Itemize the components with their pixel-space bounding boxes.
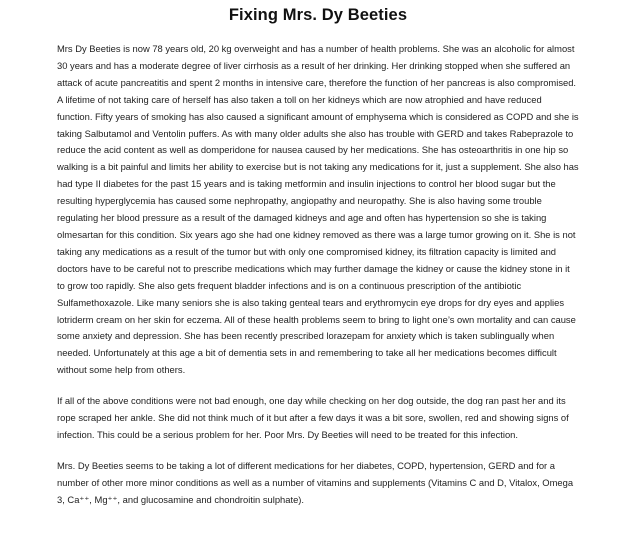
document-title: Fixing Mrs. Dy Beeties [228, 6, 408, 24]
document-body [57, 41, 579, 509]
paragraph-ankle-infection: If all of the above conditions were not bad enough, one day while checking on her dog outside, the dog ran past her and its rope scraped her ankle. She did not think much of it but after a few days it was a bit sore, swollen, red and showing signs of infection. This could be a serious problem for her. Poor Mrs. Dy Beeties will need to be treated for this infection. [57, 395, 569, 440]
paragraph-medications-summary: Mrs. Dy Beeties seems to be taking a lot of different medications for her diabetes, COPD, hypertension, GERD and for a number of other more minor conditions as well as a number of vitamins and supplements (Vitamins C and D, Vitalox, Omega 3, Ca⁺⁺, Mg⁺⁺, and glucosamine and chondroitin sulphate). [57, 459, 574, 505]
paragraph-patient-history: Mrs Dy Beeties is now 78 years old, 20 kg overweight and has a number of health problems. She was an alcoholic for almost 30 years and has a moderate degree of liver cirrhosis as a result of her drinking. Her drinking stopped when she suffered an attack of acute pancreatitis and spent 2 months in intensive care, therefore the function of her pancreas is also compromised. A lifetime of not taking care of herself has also taken a toll on her kidneys which are now atrophied and have reduced function. Fifty years of smoking has also caused a significant amount of emphysema which is considered as COPD and she is taking Salbutamol and Ventolin puffers. As with many older adults she also has trouble with GERD and takes Rabeprazole to reduce the acid content as well as domperidone for nausea caused by her medications. She has osteoarthritis in one hip so walking is a bit painful and limits her ability to exercise but is not taking any medications for it, just a supplement. She also has had type II diabetes for the past 15 years and is taking metformin and insulin injections to control her blood sugar but the resulting hyperglycemia has caused some nephropathy, angiopathy and neuropathy. She is also having some trouble regulating her blood pressure as a result of the damaged kidneys and age and often has hypertension so she is taking olmesartan for this condition. Six years ago she had one kidney removed as there was a large tumor growing on it. She is not taking any medications as a result of the tumor but with only one compromised kidney, its filtration capacity is limited and doctors have to be careful not to prescribe medications which may further damage the kidney or cause the kidney stone in it to grow too rapidly. She also gets frequent bladder infections and is on a continuous prescription of the antibiotic Sulfamethoxazole. Like many seniors she is also taking genteal tears and erythromycin eye drops for dry eyes and applies lotriderm cream on her skin for eczema. All of these health problems seem to bring to light one’s own mortality and can cause some anxiety and depression. She has been recently prescribed lorazepam for anxiety which is taken sublingually when needed. Unfortunately at this age a bit of dementia sets in and remembering to take all her medications becomes difficult without some help from others. [57, 43, 579, 376]
